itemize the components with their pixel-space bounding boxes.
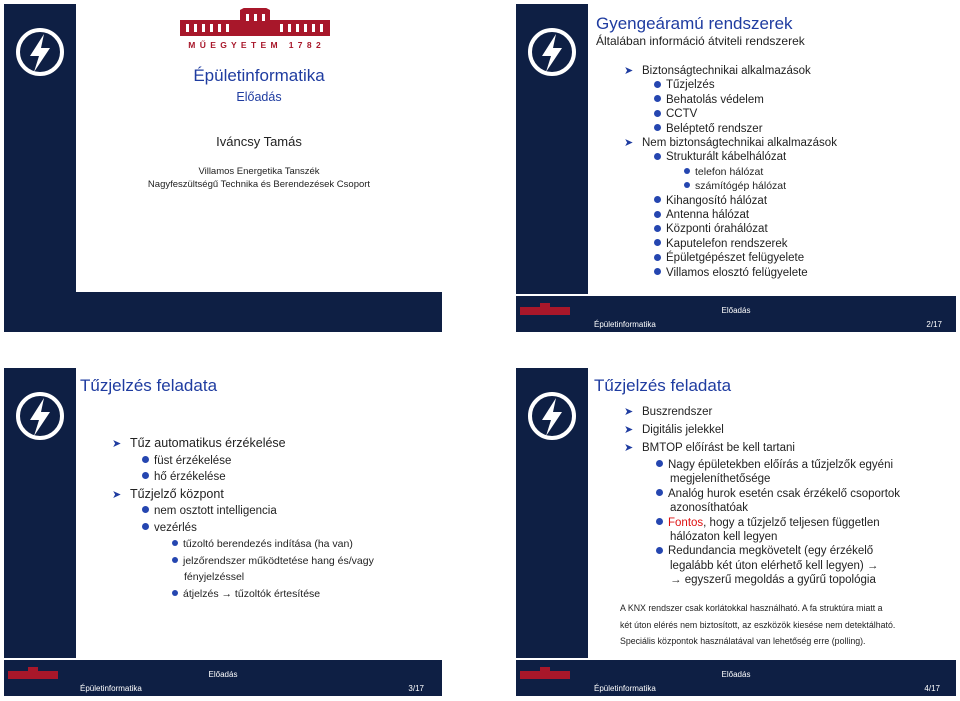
- list-item: [656, 472, 900, 486]
- list-item: [112, 586, 374, 603]
- list-item-text: Biztonságtechnikai alkalmazások: [642, 65, 811, 77]
- list-item: [112, 536, 374, 553]
- arrow-bullet-icon: ➤: [624, 137, 634, 150]
- list-item: [624, 266, 837, 280]
- list-item: [624, 251, 837, 265]
- footer-course: Épületinformatika: [80, 684, 142, 693]
- list-item-text: , hogy a tűzjelző teljesen független: [703, 516, 880, 529]
- list-item: [624, 150, 837, 164]
- list-item: [624, 439, 795, 457]
- round-bullet-icon: [142, 523, 149, 530]
- sidebar: [4, 368, 76, 658]
- list-item-text: Tűz automatikus érzékelése: [130, 436, 286, 450]
- round-bullet-icon: [654, 196, 661, 203]
- list-item: [112, 553, 374, 570]
- list-item-text: megjeleníthetősége: [670, 473, 771, 486]
- round-bullet-icon: [172, 540, 178, 546]
- list-item: [624, 122, 837, 136]
- list-item: [656, 487, 900, 501]
- list-item: [112, 453, 374, 470]
- round-bullet-icon: [654, 153, 661, 160]
- round-bullet-icon: [142, 456, 149, 463]
- list-item-text: Analóg hurok esetén csak érzékelő csoportok: [668, 487, 901, 500]
- slide-title: Tűzjelzés feladata: [80, 376, 218, 395]
- bme-building-logo-icon: [180, 8, 330, 38]
- presentation-title: Épületinformatika: [193, 66, 325, 85]
- bullet-list: [624, 403, 795, 457]
- arrow-bullet-icon: ➤: [112, 488, 122, 501]
- list-item-text: Antenna hálózat: [666, 209, 750, 222]
- round-bullet-icon: [654, 110, 661, 117]
- list-item: [624, 237, 837, 251]
- list-item: [624, 93, 837, 107]
- round-bullet-icon: [656, 518, 663, 525]
- list-item: [112, 486, 374, 504]
- list-item: [624, 222, 837, 236]
- list-item-text: Behatolás védelem: [666, 93, 764, 106]
- presentation-subtitle: Előadás: [236, 90, 282, 104]
- footer-bar: [4, 292, 442, 332]
- round-bullet-icon: [654, 211, 661, 218]
- slide-title: Gyengeáramú rendszerek: [596, 14, 793, 33]
- bme-logo-text: M Ű E G Y E T E M 1 7 8 2: [188, 40, 322, 50]
- round-bullet-icon: [656, 460, 663, 467]
- footer-page-number: 3/17: [408, 684, 424, 693]
- footer-page-number: 4/17: [924, 684, 940, 693]
- list-item: [624, 403, 795, 421]
- list-item-text: azonosíthatóak: [670, 502, 749, 515]
- list-item-text: hálózaton kell legyen: [670, 531, 778, 544]
- note-line: két úton elérés nem biztosított, az eszközök kiesése nem detektálható.: [620, 619, 896, 630]
- list-item: [624, 107, 837, 121]
- list-item: [624, 421, 795, 439]
- round-bullet-icon: [654, 81, 661, 88]
- footer-bar: [516, 296, 956, 332]
- list-item: [624, 64, 837, 78]
- round-bullet-icon: [684, 182, 690, 188]
- lightning-logo-icon: [526, 390, 578, 442]
- list-item-text: nem osztott intelligencia: [154, 505, 277, 517]
- list-item-text: BMTOP előírást be kell tartani: [642, 442, 795, 454]
- list-item-text: Redundancia megkövetelt (egy érzékelő: [668, 545, 874, 558]
- list-item: [656, 559, 900, 573]
- list-item-text: Kaputelefon rendszerek: [666, 237, 788, 250]
- footer-page-number: 2/17: [926, 320, 942, 329]
- list-item-text: Villamos elosztó felügyelete: [666, 266, 808, 279]
- list-item: [624, 194, 837, 208]
- footer-presentation: Előadás: [208, 670, 238, 679]
- list-item: [112, 435, 374, 453]
- list-item-text: Nagy épületekben előírás a tűzjelzők egyéni: [668, 459, 894, 471]
- note-line: Speciális központok használatával van lehetőség erre (polling).: [620, 636, 866, 646]
- slide-subtitle: Általában információ átviteli rendszerek: [596, 34, 805, 48]
- round-bullet-icon: [656, 489, 663, 496]
- slide-tuzjelzes-1: [4, 368, 442, 696]
- round-bullet-icon: [656, 547, 663, 554]
- list-item: [624, 208, 837, 222]
- list-item-text: Központi órahálózat: [666, 223, 768, 236]
- list-item-text: átjelzés → tűzoltók értesítése: [183, 587, 321, 600]
- list-item: [624, 78, 837, 92]
- round-bullet-icon: [654, 225, 661, 232]
- note-line: A KNX rendszer csak korlátokkal használható. A fa struktúra miatt a: [620, 603, 883, 613]
- arrow-bullet-icon: ➤: [624, 442, 634, 454]
- list-item: [656, 530, 900, 544]
- list-item: [656, 458, 900, 472]
- sub-bullet-list: [656, 458, 900, 588]
- list-item: [112, 503, 374, 520]
- footer-course: Épületinformatika: [594, 684, 656, 693]
- list-item-text: jelzőrendszer működtetése hang és/vagy: [183, 554, 374, 567]
- list-item: [656, 544, 900, 558]
- round-bullet-icon: [654, 95, 661, 102]
- round-bullet-icon: [654, 254, 661, 261]
- footer-course: Épületinformatika: [594, 320, 656, 329]
- arrow-bullet-icon: ➤: [624, 406, 634, 418]
- list-item-text: Kihangosító hálózat: [666, 194, 768, 207]
- list-item-text: Nem biztonságtechnikai alkalmazások: [642, 137, 837, 150]
- list-item-text: hő érzékelése: [154, 471, 226, 483]
- sidebar: [516, 368, 588, 658]
- round-bullet-icon: [172, 590, 178, 596]
- sidebar: [4, 4, 76, 294]
- bullet-list: [112, 435, 374, 602]
- list-item-text: tűzoltó berendezés indítása (ha van): [183, 538, 353, 550]
- list-item-text: Tűzjelzés: [666, 79, 715, 92]
- list-item: [624, 136, 837, 150]
- bullet-list: [624, 64, 837, 280]
- list-item-text: számítógép hálózat: [695, 180, 787, 193]
- list-item-text: fényjelzéssel: [184, 571, 245, 583]
- list-item-text: Beléptető rendszer: [666, 122, 763, 135]
- list-item-text: füst érzékelése: [154, 454, 232, 467]
- list-item: [112, 520, 374, 537]
- notes-block: [620, 600, 895, 650]
- slide-title: [4, 4, 442, 332]
- list-item: [656, 573, 900, 587]
- list-item-text: telefon hálózat: [695, 165, 764, 178]
- round-bullet-icon: [142, 472, 149, 479]
- list-item-text: legalább két úton elérhető kell legyen) →: [670, 559, 879, 572]
- slide-tuzjelzes-2: [516, 368, 956, 696]
- arrow-bullet-icon: ➤: [624, 424, 634, 436]
- lightning-logo-icon: [526, 26, 578, 78]
- round-bullet-icon: [654, 124, 661, 131]
- list-item: [112, 569, 374, 586]
- list-item-text: Tűzjelző központ: [130, 486, 224, 501]
- footer-presentation: Előadás: [721, 306, 751, 315]
- round-bullet-icon: [142, 506, 149, 513]
- sidebar: [516, 4, 588, 294]
- department-name: Villamos Energetika Tanszék: [198, 166, 320, 177]
- list-item-text: vezérlés: [154, 521, 197, 534]
- round-bullet-icon: [654, 239, 661, 246]
- footer-presentation: Előadás: [721, 670, 751, 679]
- slide-gyengearamu: [516, 4, 956, 332]
- list-item-text: → egyszerű megoldás a gyűrű topológia: [670, 574, 876, 587]
- round-bullet-icon: [172, 557, 178, 563]
- list-item: [656, 501, 900, 515]
- list-item-text: Buszrendszer: [642, 406, 713, 418]
- alert-text: Fontos: [668, 516, 704, 529]
- list-item: [624, 165, 837, 179]
- list-item-text: CCTV: [666, 108, 698, 121]
- arrow-bullet-icon: ➤: [112, 438, 122, 450]
- list-item: [656, 516, 900, 530]
- footer-bar: [4, 660, 442, 696]
- group-name: Nagyfeszültségű Technika és Berendezések Csoport: [147, 179, 371, 190]
- list-item: [112, 469, 374, 486]
- round-bullet-icon: [654, 268, 661, 275]
- list-item: [624, 179, 837, 193]
- list-item-text: Digitális jelekkel: [642, 424, 724, 436]
- author-name: Iváncsy Tamás: [216, 134, 302, 149]
- list-item-text: Strukturált kábelhálózat: [666, 151, 787, 164]
- lightning-logo-icon: [14, 390, 66, 442]
- round-bullet-icon: [684, 168, 690, 174]
- list-item-text: Épületgépészet felügyelete: [666, 252, 805, 265]
- lightning-logo-icon: [14, 26, 66, 78]
- footer-bar: [516, 660, 956, 696]
- arrow-bullet-icon: ➤: [624, 65, 634, 77]
- slide-title: Tűzjelzés feladata: [594, 376, 732, 395]
